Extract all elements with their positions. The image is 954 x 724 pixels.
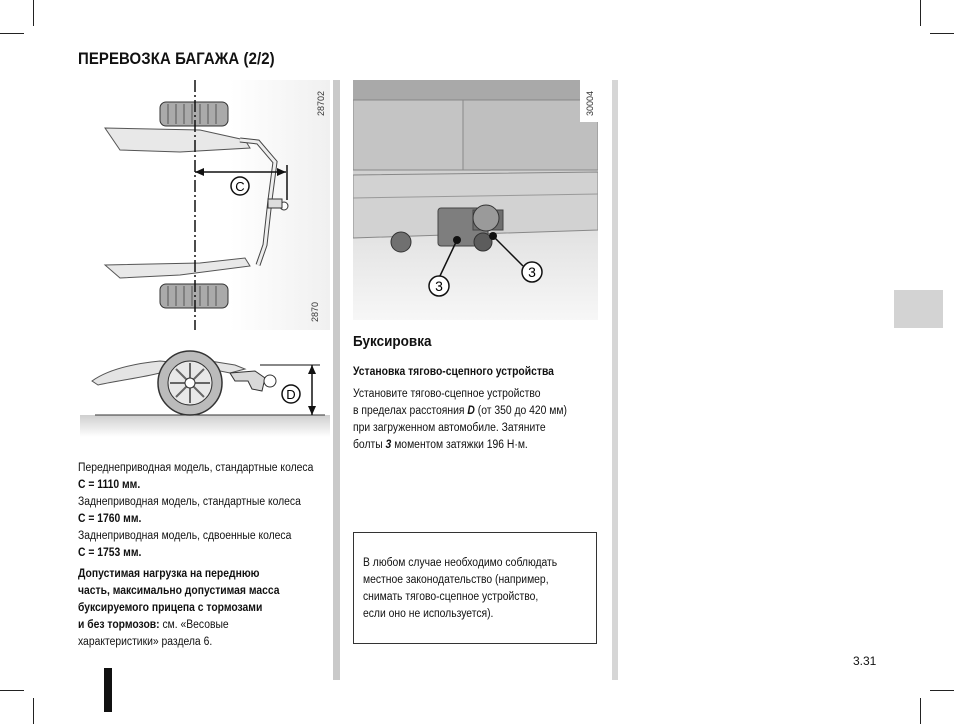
instruction-text bbox=[353, 386, 613, 454]
text-line: болты 3 моментом затяжки 196 Н·м. bbox=[353, 439, 528, 451]
figure-code: 30004 bbox=[585, 90, 595, 116]
tow-height-figure bbox=[80, 333, 330, 455]
spec-value: C = 1760 мм. bbox=[78, 513, 142, 525]
load-heading-line: и без тормозов: bbox=[78, 619, 160, 631]
text-line: Заднеприводная модель, сдвоенные колеса bbox=[78, 530, 292, 542]
thumb-index-bar bbox=[104, 668, 112, 712]
label-d-ref: D bbox=[467, 405, 475, 417]
crop-mark bbox=[33, 698, 34, 724]
tow-distance-figure bbox=[80, 80, 330, 330]
note-line: В любом случае необходимо соблюдать bbox=[363, 557, 558, 569]
tow-hitch-image bbox=[353, 80, 598, 320]
page-title: ПЕРЕВОЗКА БАГАЖА (2/2) bbox=[78, 49, 275, 68]
figure-code: 28702 bbox=[316, 90, 326, 116]
bolt-ref: 3 bbox=[385, 439, 392, 451]
crop-mark bbox=[930, 33, 954, 34]
note-line: снимать тягово-сцепное устройство, bbox=[363, 591, 539, 603]
text-line: Переднеприводная модель, стандартные колеса bbox=[78, 462, 314, 474]
crop-mark bbox=[0, 33, 24, 34]
text-line: см. «Весовые bbox=[159, 619, 229, 631]
legal-note-box bbox=[353, 532, 597, 644]
figure-code: 2870 bbox=[310, 301, 320, 322]
load-heading-line: буксируемого прицепа с тормозами bbox=[78, 602, 263, 614]
load-reference-line bbox=[78, 617, 303, 634]
section-heading: Буксировка bbox=[353, 333, 432, 350]
label-d: D bbox=[286, 387, 296, 402]
side-view-diagram bbox=[80, 333, 330, 455]
load-heading-line: Допустимая нагрузка на переднюю bbox=[78, 568, 260, 580]
load-heading-line: часть, максимально допустимая масса bbox=[78, 585, 280, 597]
callout-3: 3 bbox=[435, 278, 443, 294]
text-line: Установите тягово-сцепное устройство bbox=[353, 388, 541, 400]
text-line: в пределах расстояния D (от 350 до 420 мм) bbox=[353, 405, 567, 417]
spec-value: C = 1753 мм. bbox=[78, 547, 142, 559]
label-c: C bbox=[235, 179, 245, 194]
crop-mark bbox=[930, 690, 954, 691]
crop-mark bbox=[33, 0, 34, 26]
note-line: местное законодательство (например, bbox=[363, 574, 549, 586]
text-line: при загруженном автомобиле. Затяните bbox=[353, 422, 546, 434]
chapter-tab bbox=[894, 290, 943, 328]
callout-3: 3 bbox=[528, 264, 536, 280]
text-line: Заднеприводная модель, стандартные колеса bbox=[78, 496, 301, 508]
crop-mark bbox=[920, 0, 921, 26]
column-divider bbox=[333, 80, 340, 680]
wheel-options-text bbox=[78, 460, 328, 651]
spec-value: C = 1110 мм. bbox=[78, 479, 141, 491]
page-number: 3.31 bbox=[853, 654, 877, 668]
tow-hitch-photo bbox=[353, 80, 598, 320]
column-divider bbox=[612, 80, 618, 680]
section-subheading: Установка тягово-сцепного устройства bbox=[353, 366, 554, 378]
crop-mark bbox=[920, 698, 921, 724]
top-view-diagram bbox=[80, 80, 330, 330]
crop-mark bbox=[0, 690, 24, 691]
note-line: если оно не используется). bbox=[363, 608, 494, 620]
text-line: характеристики» раздела 6. bbox=[78, 636, 213, 648]
